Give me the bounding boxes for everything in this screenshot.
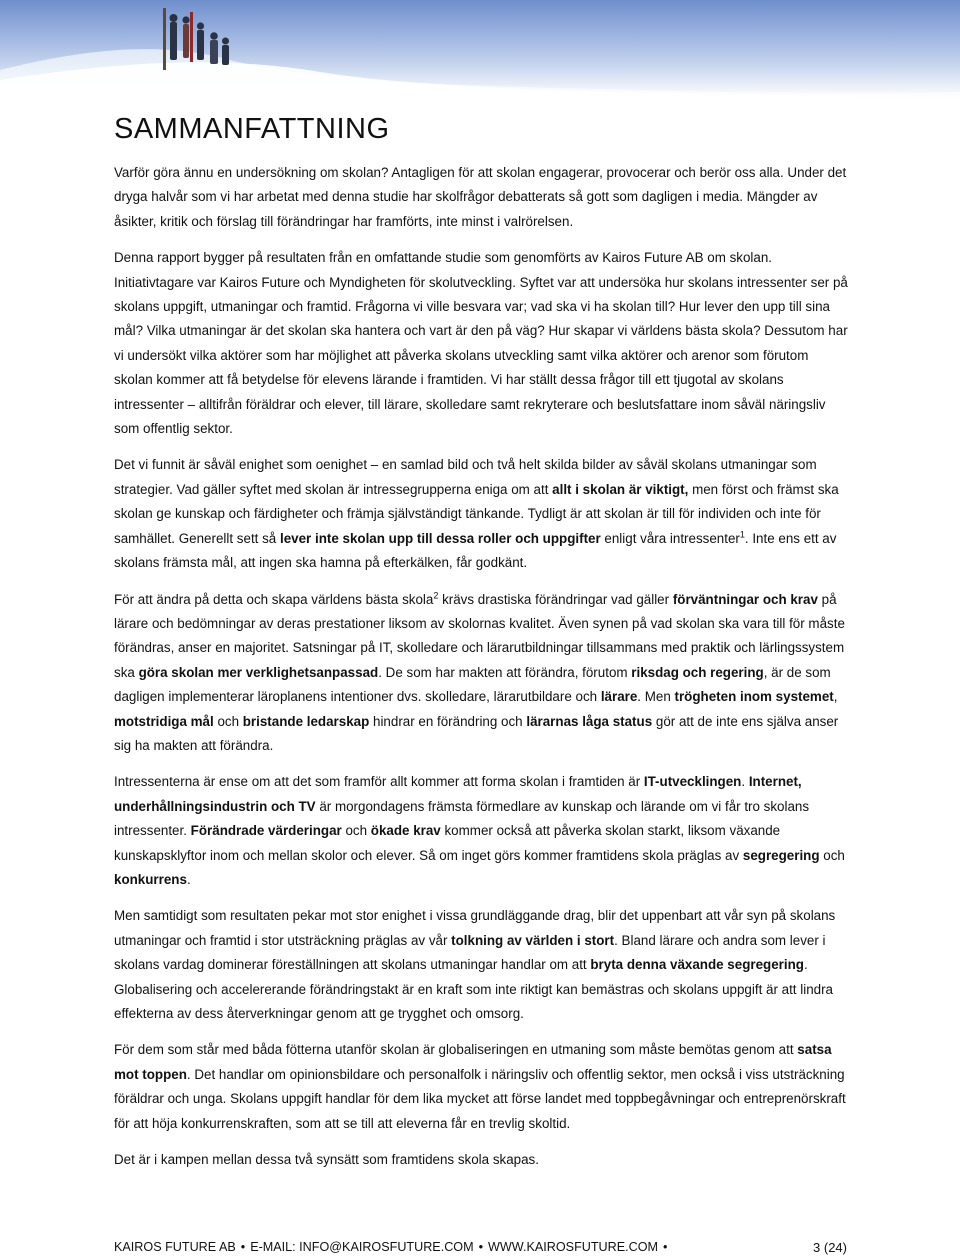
footnote-reference: 1 (739, 529, 745, 540)
emphasized-text: trögheten inom systemet (674, 689, 834, 705)
body-paragraph (114, 904, 849, 1026)
emphasized-text: lärare (600, 689, 638, 705)
emphasized-text: riksdag och regering (631, 664, 764, 680)
paragraph-text: hindrar en förändring och (369, 713, 527, 729)
footer-company: KAIROS FUTURE AB (114, 1240, 236, 1254)
paragraph-text: , (833, 689, 838, 705)
body-paragraph (114, 453, 849, 575)
paragraph-text: . (741, 774, 749, 790)
body-paragraph (114, 161, 849, 234)
paragraph-text: . Det handlar om opinionsbildare och personalfolk i näringsliv och offentlig sektor, men också i viss utsträckning föräldrar och unga. Skolans uppgift handlar för dem lika mycket att förse landet med toppbegåvningar och entreprenörskraft för att höja konkurrenskraften, som att se till att eleverna får en trevlig skoltid. (114, 1066, 846, 1131)
body-paragraph (114, 770, 849, 892)
paragraph-text: . Men (637, 689, 675, 705)
emphasized-text: Förändrade värderingar (190, 823, 342, 839)
paragraph-text: krävs drastiska förändringar vad gäller (438, 591, 673, 607)
emphasized-text: tolkning av världen i stort (451, 932, 615, 948)
footer-website: WWW.KAIROSFUTURE.COM (488, 1240, 659, 1254)
paragraph-text: Men samtidigt som resultaten pekar mot stor enighet i vissa grundläggande drag, blir det uppenbart att vår syn på skolans utmaningar och framtid i stor utsträckning präglas av vår (114, 908, 836, 948)
emphasized-text: lever inte skolan upp till dessa roller och uppgifter (279, 530, 601, 546)
mountain-scene-image (0, 0, 960, 100)
footer-bullet: • (478, 1240, 484, 1254)
paragraph-text: gör att de inte ens själva anser sig ha makten att förändra. (114, 713, 839, 753)
paragraph-text: Varför göra ännu en undersökning om skolan? Antagligen för att skolan engagerar, provocerar och berör oss alla. Under det dryga halvår som vi har arbetat med denna studie har skolfrågor debatterats så gott som dagligen i media. Mängder av åsikter, kritik och förslag till förändringar har framförts, inte minst i valrörelsen. (114, 165, 847, 229)
paragraph-text: på lärare och bedömningar av deras prestationer liksom av skolornas kvalitet. Även synen på vad skolan ska vara till för måste förändras, anser en majoritet. Satsningar på IT, skolledare och lärarutbildningar tillsammans med praktik och lärlingssystem ska (114, 591, 845, 680)
paragraph-text: och (341, 823, 371, 839)
paragraph-text: och (213, 713, 243, 729)
page-title: SAMMANFATTNING (114, 113, 390, 145)
emphasized-text: lärarnas låga status (526, 713, 653, 729)
paragraph-text: är morgondagens främsta förmedlare av kunskap och lärande om vi får tro skolans intressenter. (114, 798, 810, 839)
body-paragraph (114, 1148, 849, 1172)
body-paragraph (114, 1038, 849, 1136)
paragraph-text: . De som har makten att förändra, förutom (378, 664, 632, 680)
document-body (114, 161, 849, 1184)
emphasized-text: motstridiga mål (114, 713, 214, 729)
emphasized-text: bryta denna växande segregering (590, 957, 804, 973)
emphasized-text: Internet, underhållningsindustrin och TV (114, 774, 802, 814)
emphasized-text: allt i skolan är viktigt, (552, 481, 689, 497)
paragraph-text: . Inte ens ett av skolans främsta mål, att ingen ska hamna på efterkälken, får godkänt. (114, 530, 837, 571)
paragraph-text: För att ändra på detta och skapa världens bästa skola (114, 591, 434, 607)
emphasized-text: konkurrens (114, 871, 187, 887)
emphasized-text: IT-utvecklingen (643, 774, 742, 790)
footer-bullet: • (663, 1240, 668, 1254)
emphasized-text: segregering (742, 847, 820, 863)
footer-email: E-MAIL: INFO@KAIROSFUTURE.COM (250, 1240, 474, 1254)
emphasized-text: satsa mot toppen (114, 1042, 832, 1082)
footnote-reference: 2 (433, 590, 439, 601)
emphasized-text: bristande ledarskap (242, 713, 370, 729)
paragraph-text: och (819, 847, 845, 863)
page-number: 3 (24) (813, 1240, 847, 1255)
paragraph-text: . Bland lärare och andra som lever i skolans vardag dominerar föreställningen att skolans utmaningar handlar om att (114, 932, 826, 973)
paragraph-text: Denna rapport bygger på resultaten från en omfattande studie som genomförts av Kairos Future AB om skolan. Initiativtagare var Kairos Future och Myndigheten för skolutveckling. Syftet var att undersöka hur skolans intressenter ser på skolans uppgift, utmaningar och framtid. Frågorna vi ville besvara var; vad ska vi ha skolan till? Hur lever den upp till sina mål? Vilka utmaningar är det skolan ska hantera och vart är den på väg? Hur skapar vi världens bästa skola? Dessutom har vi undersökt vilka aktörer som har möjlighet att påverka skolans utveckling samt vilka aktörer och arenor som förutom skolan kommer att få betydelse för elevens lärande i framtiden. Vi har ställt dessa frågor till ett tjugotal av skolans intressenter – alltifrån föräldrar och elever, till lärare, skolledare samt rekryterare och beslutsfattare inom såväl näringsliv som offentlig sektor. (114, 250, 848, 437)
paragraph-text: . Globalisering och accelererande förändringstakt är en kraft som inte riktigt kan bemästras och skolans uppgift är att lindra effekterna av dess återverkningar genom att ge trygghet och omsorg. (114, 957, 833, 1021)
paragraph-text: kommer också att påverka skolan starkt, liksom växande kunskapsklyftor inom och mellan skolor och elever. Så om inget görs kommer framtidens skola präglas av (114, 823, 781, 863)
paragraph-text: enligt våra intressenter (600, 530, 740, 546)
paragraph-text: men först och främst ska skolan ge kunskap och färdigheter och främja självständigt tänkande. Tydligt är att skolan är till för individen och inte för samhället. Generellt sett så (114, 481, 839, 546)
paragraph-text: Det är i kampen mellan dessa två synsätt som framtidens skola skapas. (114, 1152, 539, 1168)
header-banner-image (0, 0, 960, 100)
emphasized-text: ökade krav (370, 823, 441, 839)
paragraph-text: Intressenterna är ense om att det som framför allt kommer att forma skolan i framtiden är (114, 774, 644, 790)
body-paragraph (114, 588, 849, 759)
body-paragraph (114, 246, 849, 441)
paragraph-text: För dem som står med båda fötterna utanför skolan är globaliseringen en utmaning som måste bemötas genom att (114, 1042, 798, 1058)
paragraph-text: Det vi funnit är såväl enighet som oenighet – en samlad bild och två helt skilda bilder av såväl skolans utmaningar som strategier. Vad gäller syftet med skolan är intressegrupperna eniga om att (114, 457, 817, 497)
paragraph-text: . (186, 871, 191, 887)
footer-contact (114, 1240, 672, 1254)
emphasized-text: göra skolan mer verklighetsanpassad (138, 664, 379, 680)
paragraph-text: , är de som dagligen implementerar läroplanens intentioner dvs. skolledare, lärarutbildare och (114, 664, 831, 705)
footer-bullet: • (240, 1240, 246, 1254)
emphasized-text: förväntningar och krav (672, 591, 818, 607)
